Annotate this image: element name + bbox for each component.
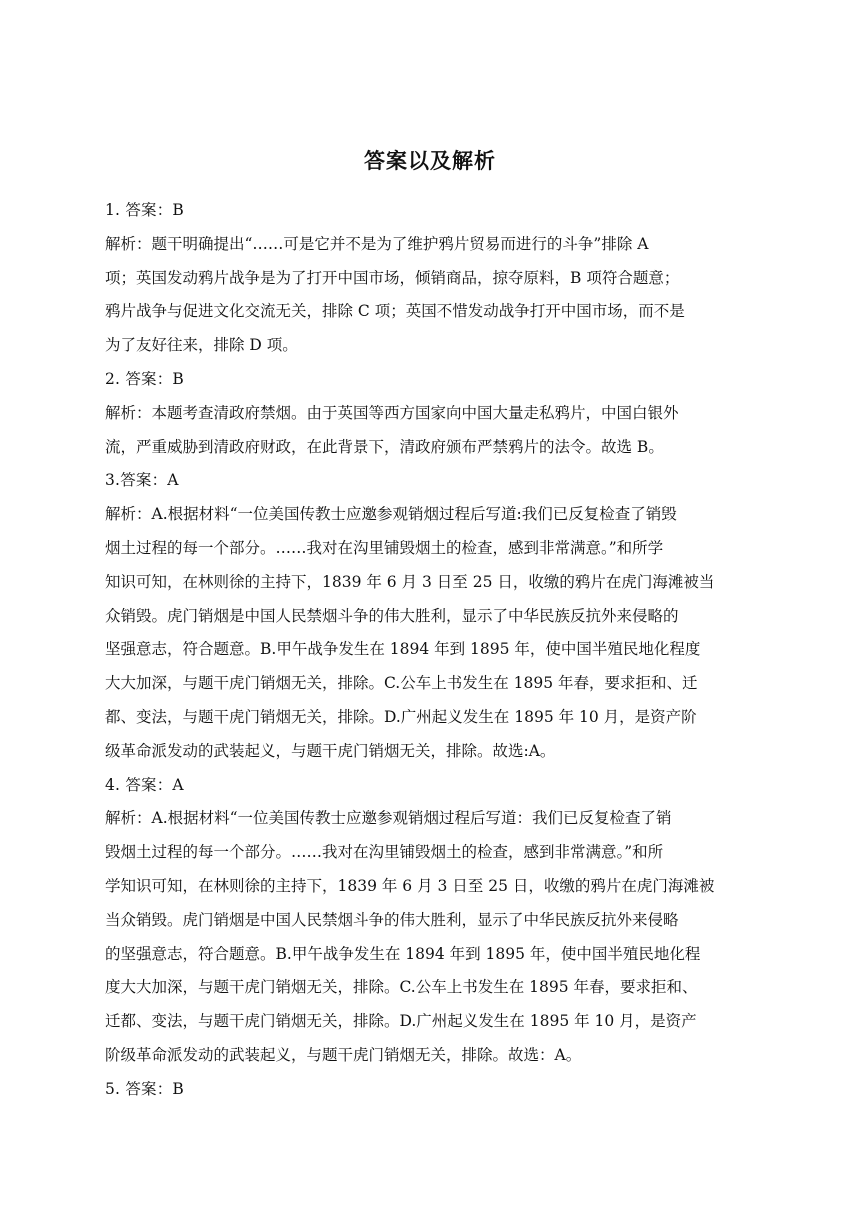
- explanation-3-line-3: 知识可知，在林则徐的主持下，1839 年 6 月 3 日至 25 日，收缴的鸦片在虎门海滩被当: [105, 572, 715, 591]
- explanation-3-line-5: 坚强意志，符合题意。B.甲午战争发生在 1894 年到 1895 年，使中国半殖民地化程度: [105, 640, 701, 659]
- explanation-1-line-3: 鸦片战争与促进文化交流无关，排除 C 项；英国不惜发动战争打开中国市场，而不是: [105, 302, 685, 321]
- explanation-3-line-6: 大大加深，与题干虎门销烟无关，排除。C.公车上书发生在 1895 年春，要求拒和、迁: [105, 674, 698, 693]
- explanation-4-line-5: 的坚强意志，符合题意。B.甲午战争发生在 1894 年到 1895 年，使中国半殖民地化程: [105, 944, 701, 963]
- explanation-4-line-3: 学知识可知，在林则徐的主持下，1839 年 6 月 3 日至 25 日，收缴的鸦片在虎门海滩被: [105, 876, 715, 895]
- explanation-1-line-4: 为了友好往来，排除 D 项。: [105, 336, 298, 355]
- answer-4-heading: 4. 答案：A: [105, 775, 184, 794]
- explanation-4-line-4: 当众销毁。虎门销烟是中国人民禁烟斗争的伟大胜利，显示了中华民族反抗外来侵略: [105, 910, 679, 929]
- explanation-4-line-7: 迁都、变法，与题干虎门销烟无关，排除。D.广州起义发生在 1895 年 10 月，是资产: [105, 1012, 697, 1031]
- explanation-2-line-1: 解析：本题考查清政府禁烟。由于英国等西方国家向中国大量走私鸦片，中国白银外: [105, 403, 679, 422]
- explanation-4-line-8: 阶级革命派发动的武装起义，与题干虎门销烟无关，排除。故选：A。: [105, 1045, 582, 1064]
- explanation-3-line-2: 烟土过程的每一个部分。……我对在沟里铺毁烟土的检查，感到非常满意。”和所学: [105, 538, 664, 557]
- explanation-4-line-1: 解析：A.根据材料“一位美国传教士应邀参观销烟过程后写道：我们已反复检查了销: [105, 809, 672, 828]
- answer-content: [105, 194, 755, 1107]
- answer-3-heading: 3.答案：A: [105, 471, 179, 490]
- explanation-1-line-2: 项；英国发动鸦片战争是为了打开中国市场，倾销商品，掠夺原料，B 项符合题意；: [105, 268, 680, 287]
- answer-1-heading: 1. 答案：B: [105, 201, 185, 219]
- answer-5-heading: 5. 答案：B: [105, 1079, 185, 1098]
- explanation-3-line-4: 众销毁。虎门销烟是中国人民禁烟斗争的伟大胜利，显示了中华民族反抗外来侵略的: [105, 606, 679, 625]
- answer-2-heading: 2. 答案：B: [105, 369, 185, 388]
- explanation-4-line-2: 毁烟土过程的每一个部分。……我对在沟里铺毁烟土的检查，感到非常满意。”和所: [105, 843, 664, 862]
- page-title: 答案以及解析: [364, 149, 496, 173]
- explanation-3-line-7: 都、变法，与题干虎门销烟无关，排除。D.广州起义发生在 1895 年 10 月，是资产阶: [105, 707, 697, 726]
- explanation-1-line-1: 解析：题干明确提出“……可是它并不是为了维护鸦片贸易而进行的斗争”排除 A: [105, 234, 649, 253]
- explanation-2-line-2: 流，严重威胁到清政府财政，在此背景下，清政府颁布严禁鸦片的法令。故选 B。: [105, 437, 664, 456]
- explanation-4-line-6: 度大大加深，与题干虎门销烟无关，排除。C.公车上书发生在 1895 年春，要求拒和、: [105, 978, 698, 997]
- explanation-3-line-1: 解析：A.根据材料“一位美国传教士应邀参观销烟过程后写道:我们已反复检查了销毁: [105, 505, 677, 524]
- explanation-3-line-8: 级革命派发动的武装起义，与题干虎门销烟无关，排除。故选:A。: [105, 741, 556, 760]
